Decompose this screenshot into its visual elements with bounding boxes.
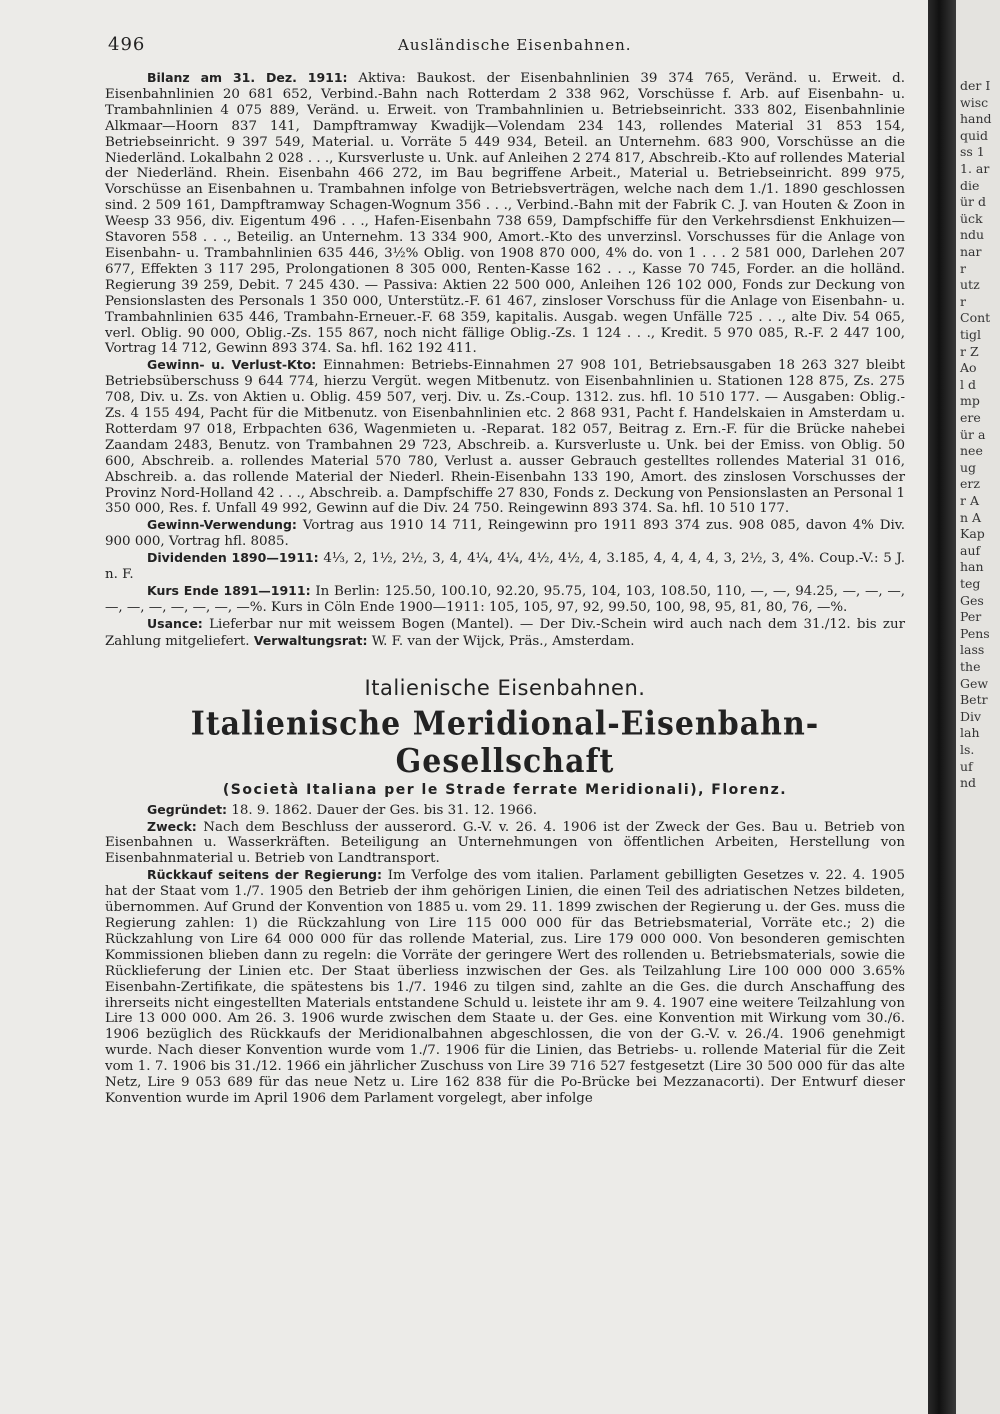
next-page-fragment: Div	[960, 708, 982, 724]
gewinn-verlust-label: Gewinn- u. Verlust-Kto:	[147, 357, 317, 373]
usance-text: Lieferbar nur mit weissem Bogen (Mantel). — Der Div.-Schein wird auch nach dem 31./12. bis zur Zahlung mitgeliefert.	[105, 616, 905, 649]
next-page-fragment: n A	[960, 509, 982, 525]
next-page-fragment: nar	[960, 244, 982, 259]
next-page-fragment: die	[960, 177, 980, 193]
kurs-paragraph	[105, 583, 905, 616]
bilanz-text: Aktiva: Baukost. der Eisenbahnlinien 39 374 765, Veränd. u. Erweit. d. Eisenbahnlinien 20 681 652, Verbind.-Bahn nach Rotterdam 2 338 962, Vorschüsse f. Arb. auf Eisenbahn- u. Trambahnlinien 4 075 889, Veränd. u. Erweit. von Trambahnlinien u. Betriebseinricht. 333 802, Eisenbahnlinie Alkmaar—Hoorn 837 141, Dampftramway Kwadijk—Volendam 234 143, rollendes Material 31 853 154, Betriebseinricht. 9 397 549, Material. u. Vorräte 5 449 934, Beteil. an Unternehm. 683 900, Vorschüsse an die Niederländ. Lokalbahn 2 028 . . ., Kursverluste u. Unk. auf Anleihen 2 274 817, Abschreib.-Kto auf rollendes Material der Niederländ. Rhein. Eisenbahn 466 272, im Bau begriffene Arbeit., Material u. Betriebseinricht. 899 975, Vorschüsse an Eisenbahnen u. Trambahnen infolge von Betriebsverträgen, welche nach dem 1./1. 1890 geschlossen sind. 2 509 161, Dampftramway Schagen-Wognum 356 . . ., Verbind.-Bahn mit der Fabrik C. J. van Houten & Zoon in Weesp 33 956, div. Eigentum 496 . . ., Hafen-Eisenbahn 738 659, Dampfschiffe für den Verkehrsdienst Enkhuizen—Stavoren 558 . . ., Beteilig. an Unternehm. 13 334 900, Amort.-Kto des unverzinsl. Vorschusses für die Anlage von Eisenbahn- u. Trambahnlinien 635 446, 3½% Oblig. von 1908 870 000, 4% do. von 1 . . . 2 581 000, Darlehen 207 677, Effekten 3 117 295, Prolongationen 8 305 000, Renten-Kasse 162 . . ., Kasse 70 745, Forder. an die holländ. Regierung 39 259, Debit. 7 245 430. — Passiva: Aktien 22 500 000, Anleihen 126 102 000, Fonds zur Deckung von Pensionslasten des Personals 1 350 000, Unterstütz.-F. 61 467, zinsloser Vorschuss für die Anlage von Eisenbahn- u. Trambahnlinien 635 446, Trambahn-Erneuer.-F. 68 359, kapitalis. Ausgab. wegen Unfälle 725 . . ., alte Div. 54 065, verl. Oblig. 90 000, Oblig.-Zs. 155 867, noch nicht fällige Oblig.-Zs. 1 124 . . ., Kredit. 5 970 085, R.-F. 2 447 100, Vortrag 14 712, Gewinn 893 374. Sa. hfl. 162 192 411.	[105, 71, 906, 357]
book-gutter	[928, 0, 956, 1414]
rueckkauf-text: Im Verfolge des vom italien. Parlament gebilligten Gesetzes v. 22. 4. 1905 hat der Staat vom 1./7. 1905 den Betrieb der ihm gehörigen Linien, die einen Teil des adriatischen Netzes bildeten, übernommen. Auf Grund der Konvention von 1885 u. vom 29. 11. 1899 zwischen der Regierung u. der Ges. muss die Regierung zahlen: 1) die Rückzahlung von Lire 115 000 000 für das Betriebsmaterial, Vorräte etc.; 2) die Rückzahlung von Lire 64 000 000 für das rollende Material, zus. Lire 179 000 000. Von besonderen gemischten Kommissionen blieben dann zu regeln: die Vorräte der geringere Wert des rollenden u. Betriebsmaterials, sowie die Rücklieferung der Linien etc. Der Staat überliess inzwischen der Ges. als Teilzahlung Lire 100 000 000 3.65% Eisenbahn-Zertifikate, die spätestens bis 1./7. 1946 zu tilgen sind, zahlte an die Ges. die durch Anschaffung des ihrerseits nicht eingestellten Materials entstandene Schuld u. leistete ihr am 9. 4. 1907 eine weitere Teilzahlung von Lire 13 000 000. Am 26. 3. 1906 wurde zwischen dem Staate u. der Ges. eine Konvention mit Wirkung vom 30./6. 1906 bezüglich des Rückkaufs der Meridionalbahnen abgeschlossen, die von der G.-V. v. 26./4. 1906 genehmigt wurde. Nach dieser Konvention wurde vom 1./7. 1906 für die Linien, das Betriebs- u. rollende Material für die Zeit vom 1. 7. 1906 bis 31./12. 1966 ein jährlicher Zuschuss von Lire 39 716 527 festgesetzt (Lire 30 500 000 für das alte Netz, Lire 9 053 689 für das neue Netz u. Lire 162 838 für die Po-Brücke bei Mezzanacorti). Der Entwurf dieser Konvention wurde im April 1906 dem Parlament vorgelegt, aber infolge	[105, 868, 906, 1106]
section-title: Italienische Eisenbahnen.	[364, 675, 646, 700]
next-page-fragment: 1. ar	[960, 161, 990, 176]
dividenden-text: 4⅓, 2, 1½, 2½, 3, 4, 4¼, 4¼, 4½, 4½, 4, 3.185, 4, 4, 4, 4, 3, 2½, 3, 4%. Coup.-V.: 5 J. n. F.	[105, 551, 905, 583]
verwaltungsrat-label: Verwaltungsrat:	[253, 632, 368, 648]
gewinn-verwendung-text: Vortrag aus 1910 14 711, Reingewinn pro 1911 893 374 zus. 908 085, davon 4% Div. 900 000, Vortrag hfl. 8085.	[105, 518, 905, 550]
zweck-label: Zweck:	[147, 818, 197, 834]
next-page-fragment: r A	[960, 493, 979, 508]
next-page-fragment: tigl	[960, 327, 982, 342]
next-page-edge	[956, 0, 1000, 1414]
next-page-fragment: r Z	[960, 343, 979, 359]
next-page-fragment: utz	[960, 277, 980, 293]
next-page-fragment: Ao	[960, 360, 977, 376]
next-page-fragment: teg	[960, 576, 981, 591]
next-page-fragment: ür d	[960, 194, 987, 210]
company-subtitle: (Società Italiana per le Strade ferrate Meridionali), Florenz.	[222, 781, 788, 798]
gewinn-verwendung-label: Gewinn-Verwendung:	[147, 517, 297, 533]
dividenden-paragraph	[105, 550, 905, 583]
next-page-fragment: mp	[960, 393, 980, 409]
dividenden-label: Dividenden 1890—1911:	[147, 550, 319, 566]
next-page-fragment: ls.	[960, 742, 975, 757]
running-head: Ausländische Eisenbahnen.	[398, 36, 632, 54]
zweck-text: Nach dem Beschluss der ausserord. G.-V. v. 26. 4. 1906 ist der Zweck der Ges. Bau u. Betrieb von Eisenbahnen u. Wasserkräften. Beteiligung an Unternehmungen von öffentlichen Arbeiten, Herstellung von Eisenbahnmaterial u. Betrieb von Landtransport.	[105, 819, 905, 867]
next-page-fragment: nee	[960, 443, 983, 459]
usance-label: Usance:	[147, 615, 203, 631]
next-page-fragment: Gew	[960, 675, 989, 691]
gewinn-verlust-paragraph	[105, 357, 905, 517]
next-page-fragment: wisc	[960, 94, 989, 110]
bilanz-label: Bilanz am 31. Dez. 1911:	[147, 70, 348, 85]
usance-paragraph	[105, 616, 905, 650]
next-page-fragment: nd	[960, 775, 977, 791]
zweck-paragraph	[105, 819, 905, 868]
next-page-fragment: r	[960, 260, 966, 276]
next-page-fragment: ür a	[960, 426, 986, 442]
next-page-fragment: han	[960, 559, 984, 575]
next-page-fragment: Pens	[960, 625, 990, 641]
next-page-fragment: the	[960, 659, 981, 674]
gewinn-verwendung-paragraph	[105, 517, 905, 550]
next-page-fragment: l d	[960, 376, 976, 392]
bilanz-paragraph	[105, 70, 905, 357]
next-page-fragment: erz	[960, 476, 980, 492]
next-page-fragment: ück	[960, 210, 983, 226]
page-number: 496	[108, 34, 146, 55]
next-page-fragment: r	[960, 293, 966, 309]
gegruendet-paragraph	[105, 802, 905, 819]
kurs-label: Kurs Ende 1891—1911:	[147, 583, 311, 598]
next-page-fragment: ere	[960, 410, 981, 425]
next-page-fragment: auf	[960, 542, 981, 558]
rueckkauf-paragraph	[105, 867, 905, 1107]
next-page-fragment: ndu	[960, 227, 985, 243]
next-page-fragment: Per	[960, 609, 982, 625]
next-page-fragment: lah	[960, 725, 980, 741]
next-page-fragment: ss 1	[960, 144, 985, 160]
next-page-fragment: Cont	[960, 310, 991, 326]
next-page-fragment: hand	[960, 111, 992, 127]
next-page-fragment: Betr	[960, 692, 988, 708]
gewinn-verlust-text: Einnahmen: Betriebs-Einnahmen 27 908 101, Betriebsausgaben 18 263 327 bleibt Betriebsüberschuss 9 644 774, hierzu Vergüt. wegen Mitbenutz. von Eisenbahnlinien u. Stationen 128 875, Zs. 275 708, Div. u. Zs. von Aktien u. Oblig. 459 507, verj. Div. u. Zs.-Coup. 1312. zus. hfl. 10 510 177. — Ausgaben: Oblig.-Zs. 4 155 494, Pacht für die Mitbenutz. von Eisenbahnlinien etc. 2 868 931, Pacht f. Handelskaien in Amsterdam u. Rotterdam 97 018, Erbpachten 636, Wagenmieten u. -Reparat. 182 057, Beitrag z. Ern.-F. für die Brücke nahebei Zaandam 2483, Benutz. von Trambahnen 29 723, Abschreib. a. Kursverluste u. Unk. bei der Emiss. von Oblig. 50 600, Abschreib. a. rollendes Material 570 780, Verlust a. ausser Gebrauch gestelltes rollendes Material 31 016, Abschreib. a. das rollende Material der Niederl. Rhein-Eisenbahn 133 190, Amort. des zinslosen Vorschusses der Provinz Nord-Holland 42 . . ., Abschreib. a. Dampfschiffe 27 830, Fonds z. Deckung von Pensionslasten an Personal 1 350 000, Res. f. Unfall 49 992, Gewinn auf die Div. 24 750. Reingewinn 893 374. Sa. hfl. 10 510 177.	[105, 358, 905, 517]
next-page-fragment: ug	[960, 459, 977, 475]
rueckkauf-label: Rückkauf seitens der Regierung:	[147, 867, 383, 883]
next-page-fragment: der I	[960, 78, 991, 93]
next-page-fragment: Ges	[960, 592, 984, 608]
company-title: Italienische Meridional-Eisenbahn-Gesellschaft	[190, 704, 820, 781]
next-page-fragment: uf	[960, 758, 973, 774]
next-page-fragment: Kap	[960, 526, 985, 542]
next-page-fragment: lass	[960, 642, 985, 658]
verwaltungsrat-text: W. F. van der Wijck, Präs., Amsterdam.	[371, 633, 635, 649]
next-page-fragment: quid	[960, 127, 989, 143]
page-content	[105, 70, 905, 1107]
gegruendet-label: Gegründet:	[147, 801, 228, 817]
gegruendet-text: 18. 9. 1862. Dauer der Ges. bis 31. 12. 1966.	[231, 802, 538, 818]
kurs-text: In Berlin: 125.50, 100.10, 92.20, 95.75, 104, 103, 108.50, 110, —, —, 94.25, —, —, —, —, —, —, —, —, —, —%. Kurs in Cöln Ende 1900—1911: 105, 105, 97, 92, 99.50, 100, 98, 95, 81, 80, 76, —%.	[105, 584, 905, 615]
